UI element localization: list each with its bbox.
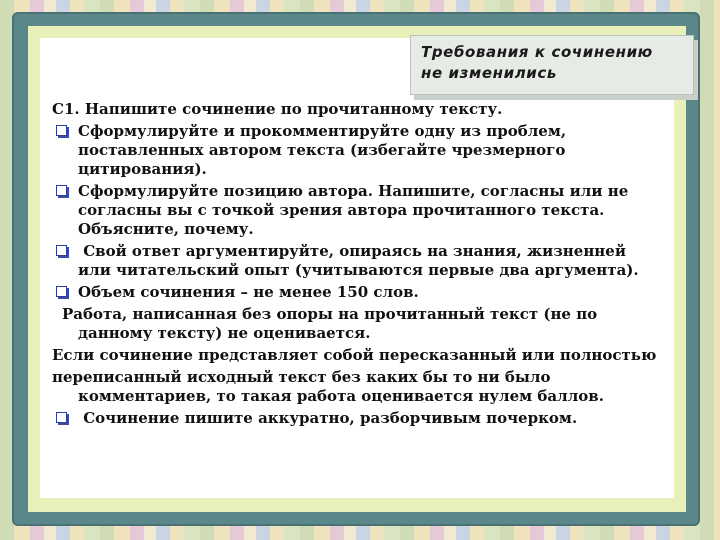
bullet-2-line-1: Сформулируйте позицию автора. Напишите, согласны или не (78, 182, 629, 200)
bullet-item-2 (52, 182, 680, 239)
note-unsupported-work (52, 305, 680, 343)
bullet-3-line-1: Свой ответ аргументируйте, опираясь на знания, жизненней (78, 242, 626, 260)
bullet-1-line-1: Сформулируйте и прокомментируйте одну из проблем, (78, 122, 567, 140)
note-retold-work: Если сочинение представляет собой пересказанный или полностью (52, 346, 657, 364)
note-1-line-2: данному тексту) не оценивается. (78, 324, 371, 342)
note-retold-continuation (52, 368, 680, 406)
title-line-1: Требования к сочинению (421, 43, 653, 61)
bullet-item-5 (52, 409, 680, 428)
square-bullet-icon (56, 286, 67, 297)
bullet-item-3 (52, 242, 680, 280)
bullet-4-line-1: Объем сочинения – не менее 150 слов. (78, 283, 419, 301)
square-bullet-icon (56, 412, 67, 423)
note-2-line-2: комментариев, то такая работа оценивается нулем баллов. (78, 387, 604, 405)
bullet-1-line-3: цитирования). (78, 160, 207, 178)
bullet-1-line-2: поставленных автором текста (избегайте чрезмерного (78, 141, 566, 159)
square-bullet-icon (56, 185, 67, 196)
note-1-line-1: Работа, написанная без опоры на прочитанный текст (не по (62, 305, 598, 323)
bullet-3-line-2: или читательский опыт (учитываются первые два аргумента). (78, 261, 639, 279)
title-line-2: не изменились (421, 64, 557, 82)
square-bullet-icon (56, 245, 67, 256)
bullet-item-1 (52, 122, 680, 179)
square-bullet-icon (56, 125, 67, 136)
bullet-item-4 (52, 283, 680, 302)
body-text (52, 100, 680, 428)
note-2-line-1: переписанный исходный текст без каких бы то ни было (52, 368, 551, 386)
task-heading: С1. Напишите сочинение по прочитанному тексту. (52, 100, 503, 118)
bullet-5-line-1: Сочинение пишите аккуратно, разборчивым почерком. (78, 409, 578, 427)
bullet-2-line-2: согласны вы с точкой зрения автора прочитанного текста. (78, 201, 605, 219)
title-box (410, 35, 694, 95)
bullet-2-line-3: Объясните, почему. (78, 220, 254, 238)
